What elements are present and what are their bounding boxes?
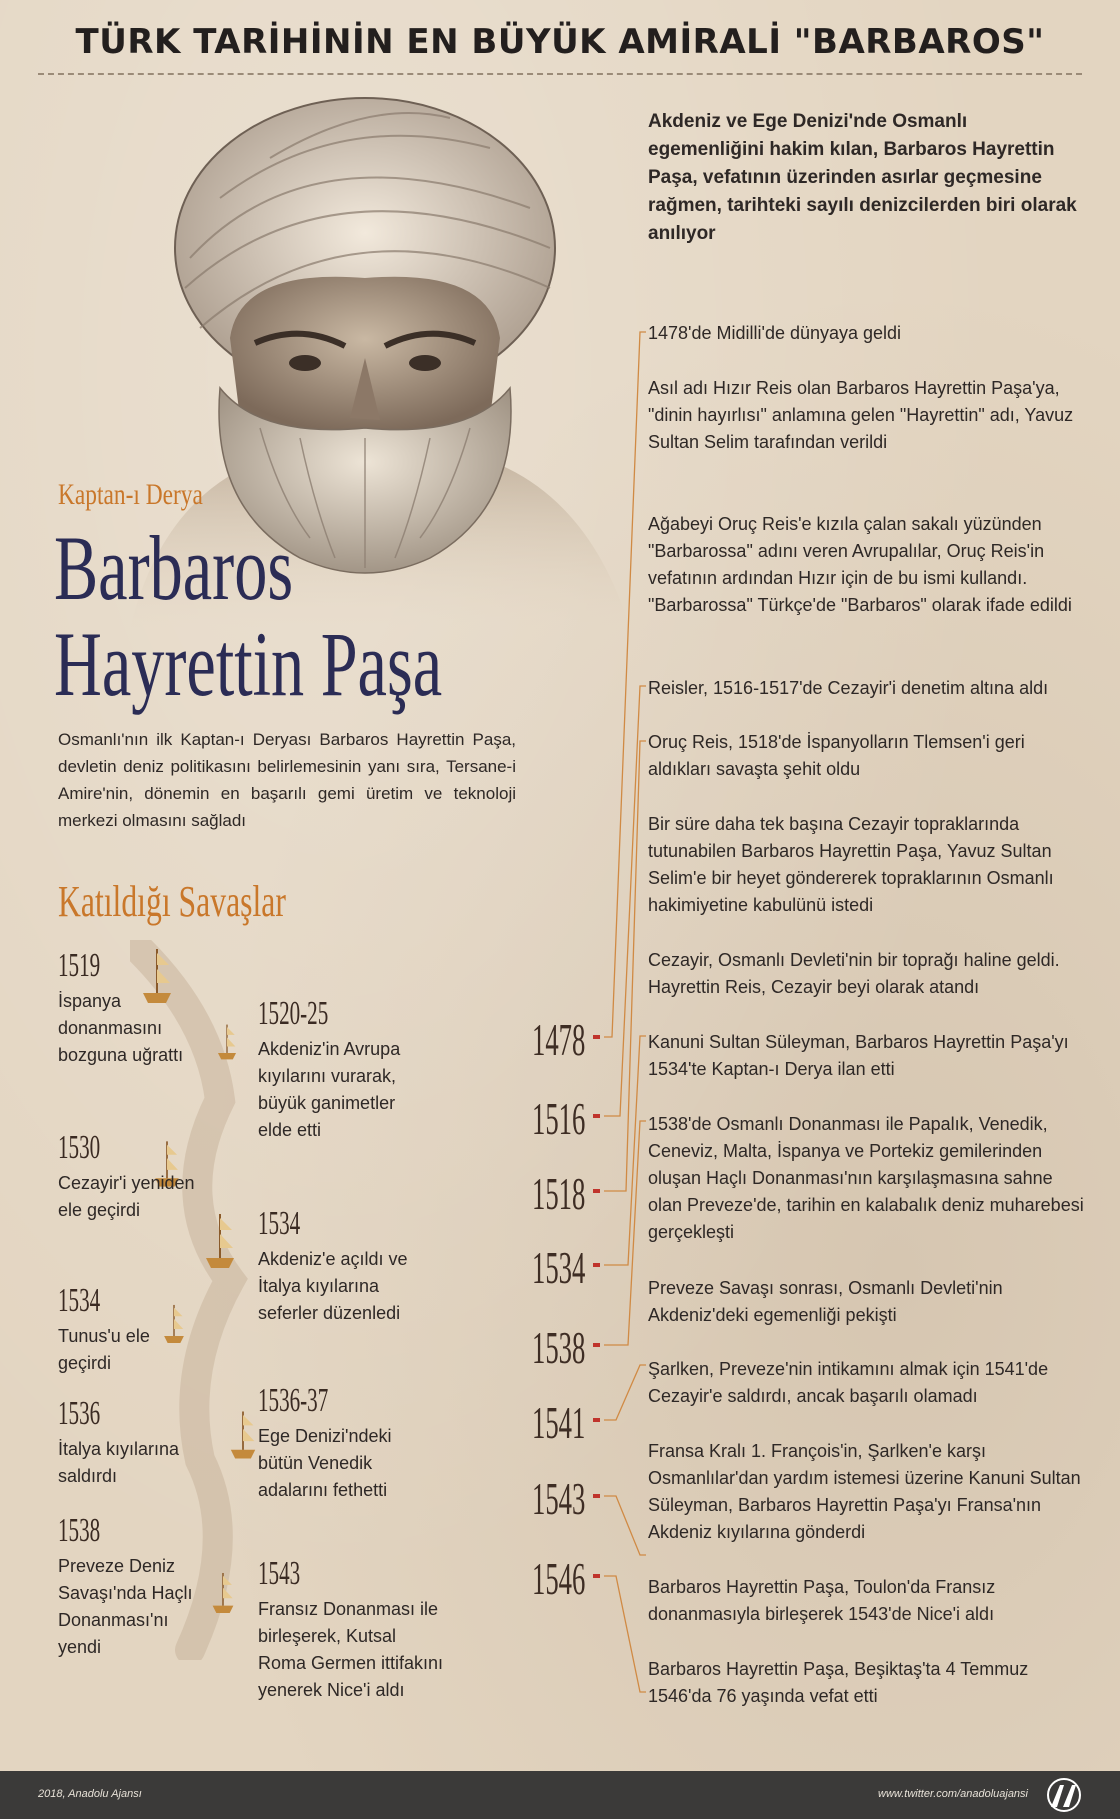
timeline-event: Oruç Reis, 1518'de İspanyolların Tlemsen'i geri aldıkları savaşta şehit oldu bbox=[648, 732, 1025, 779]
timeline-marker bbox=[593, 1035, 600, 1039]
hero-name-line2: Hayrettin Paşa bbox=[54, 613, 443, 715]
footer-credit: 2018, Anadolu Ajansı bbox=[38, 1788, 142, 1800]
battle-text: İtalya kıyılarına saldırdı bbox=[58, 1439, 180, 1486]
timeline-year: 1516 bbox=[532, 1093, 586, 1144]
page-title: TÜRK TARİHİNİN EN BÜYÜK AMİRALİ "BARBAROS" bbox=[75, 22, 1045, 62]
battle-year: 1538 bbox=[58, 1512, 101, 1549]
timeline-year: 1518 bbox=[532, 1168, 586, 1219]
timeline-marker bbox=[593, 1418, 600, 1422]
battle-text: Ege Denizi'ndeki bütün Venedik adalarını fethetti bbox=[258, 1426, 392, 1500]
intro-paragraph: Akdeniz ve Ege Denizi'nde Osmanlı egemenliğini hakim kılan, Barbaros Hayrettin Paşa, vefatının üzerinden asırlar geçmesine rağmen, tarihteki sayılı denizcilerden biri olarak anılıyor bbox=[648, 111, 1077, 244]
battle-year: 1520-25 bbox=[258, 995, 329, 1032]
battle-text: Tunus'u ele geçirdi bbox=[58, 1326, 150, 1373]
timeline-marker bbox=[593, 1189, 600, 1193]
summary-paragraph: Osmanlı'nın ilk Kaptan-ı Deryası Barbaros Hayrettin Paşa, devletin deniz politikasını belirlemesinin yanı sıra, Tersane-i Amire'nin, dönemin en başarılı gemi üretim ve teknoloji merkezi olmasını sağladı bbox=[58, 730, 516, 830]
timeline-event: Bir süre daha tek başına Cezayir topraklarında tutunabilen Barbaros Hayrettin Paşa, Yavuz Sultan Selim'e bir heyet göndererek topraklarının Osmanlı hakimiyetine kabulünü istedi bbox=[648, 814, 1054, 915]
timeline-event: Şarlken, Preveze'nin intikamını almak için 1541'de Cezayir'e saldırdı, ancak başarılı olamadı bbox=[648, 1359, 1049, 1406]
timeline-event: Reisler, 1516-1517'de Cezayir'i denetim altına aldı bbox=[648, 678, 1049, 698]
anadolu-agency-logo bbox=[1044, 1777, 1084, 1813]
timeline-year: 1478 bbox=[532, 1014, 586, 1065]
battle-year: 1536-37 bbox=[258, 1382, 329, 1419]
timeline-event: Barbaros Hayrettin Paşa, Toulon'da Fransız donanmasıyla birleşerek 1543'de Nice'i aldı bbox=[648, 1577, 996, 1624]
timeline-event: Preveze Savaşı sonrası, Osmanlı Devleti'nin Akdeniz'deki egemenliği pekişti bbox=[648, 1278, 1003, 1325]
timeline-year: 1541 bbox=[532, 1397, 586, 1448]
timeline-event: Fransa Kralı 1. François'in, Şarlken'e karşı Osmanlılar'dan yardım istemesi üzerine Kanuni Sultan Süleyman, Barbaros Hayrettin Paşa'yı Fransa'nın Akdeniz kıyılarına gönderdi bbox=[648, 1441, 1081, 1542]
timeline-marker bbox=[593, 1343, 600, 1347]
timeline-marker bbox=[593, 1263, 600, 1267]
timeline-event: Asıl adı Hızır Reis olan Barbaros Hayrettin Paşa'ya, "dinin hayırlısı" anlamına gelen "Hayrettin" adı, Yavuz Sultan Selim tarafından verildi bbox=[648, 378, 1074, 452]
hero-name-line1: Barbaros bbox=[54, 517, 294, 619]
battle-text: İspanya donanmasını bozguna uğrattı bbox=[58, 991, 184, 1065]
timeline-year: 1546 bbox=[532, 1553, 586, 1604]
battle-year: 1543 bbox=[258, 1555, 301, 1592]
battle-year: 1534 bbox=[258, 1205, 301, 1242]
battle-text: Fransız Donanması ile birleşerek, Kutsal Roma Germen ittifakını yenerek Nice'i aldı bbox=[258, 1599, 444, 1700]
timeline-event: Cezayir, Osmanlı Devleti'nin bir toprağı haline geldi. Hayrettin Reis, Cezayir beyi olarak atandı bbox=[648, 950, 1060, 997]
footer-bar bbox=[0, 1771, 1120, 1819]
battle-year: 1536 bbox=[58, 1395, 101, 1432]
battle-text: Akdeniz'in Avrupa kıyılarını vurarak, büyük ganimetler elde etti bbox=[258, 1039, 401, 1140]
timeline-marker bbox=[593, 1574, 600, 1578]
footer-social-link[interactable]: www.twitter.com/anadoluajansi bbox=[878, 1788, 1028, 1800]
timeline-event: Kanuni Sultan Süleyman, Barbaros Hayrettin Paşa'yı 1534'te Kaptan-ı Derya ilan etti bbox=[648, 1032, 1069, 1079]
battle-text: Cezayir'i yeniden ele geçirdi bbox=[58, 1173, 195, 1220]
battle-text: Akdeniz'e açıldı ve İtalya kıyılarına seferler düzenledi bbox=[258, 1249, 408, 1323]
battle-text: Preveze Deniz Savaşı'nda Haçlı Donanması'nı yendi bbox=[58, 1556, 193, 1657]
timeline-year: 1534 bbox=[532, 1242, 586, 1293]
timeline-marker bbox=[593, 1494, 600, 1498]
timeline-marker bbox=[593, 1114, 600, 1118]
timeline-event: 1538'de Osmanlı Donanması ile Papalık, Venedik, Ceneviz, Malta, İspanya ve Portekiz gemilerinden oluşan Haçlı Donanması'nın karşılaşmasına sahne olan Preveze'de, tarihin en kalabalık deniz muharebesi gerçekleşti bbox=[648, 1114, 1084, 1242]
battles-title: Katıldığı Savaşlar bbox=[58, 877, 286, 926]
battle-year: 1530 bbox=[58, 1129, 101, 1166]
timeline-year: 1543 bbox=[532, 1473, 586, 1524]
timeline-event: Barbaros Hayrettin Paşa, Beşiktaş'ta 4 Temmuz 1546'da 76 yaşında vefat etti bbox=[648, 1659, 1029, 1706]
battle-year: 1534 bbox=[58, 1282, 101, 1319]
battle-year: 1519 bbox=[58, 947, 101, 984]
timeline-event: 1478'de Midilli'de dünyaya geldi bbox=[648, 323, 902, 343]
hero-kicker: Kaptan-ı Derya bbox=[58, 478, 203, 511]
timeline-event: Ağabeyi Oruç Reis'e kızıla çalan sakalı yüzünden "Barbarossa" adını veren Avrupalılar, Oruç Reis'in vefatının ardından Hızır için de bu ismi kullandı. "Barbarossa" Türkçe'de "Barbaros" olarak ifade edildi bbox=[648, 514, 1072, 615]
timeline-year: 1538 bbox=[532, 1322, 586, 1373]
